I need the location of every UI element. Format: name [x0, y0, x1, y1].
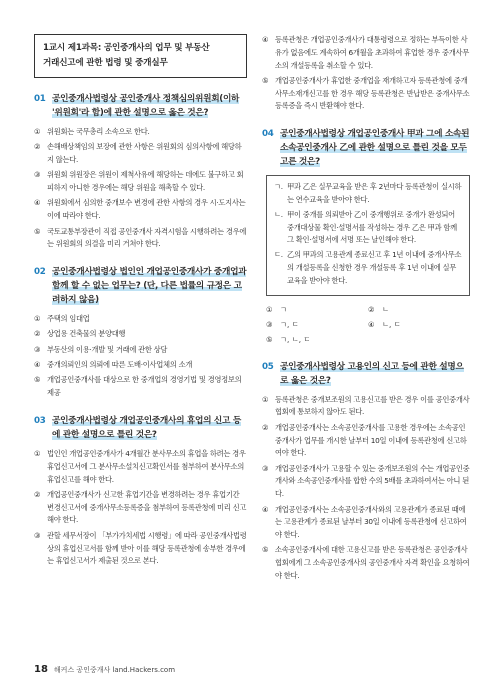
- option-2[interactable]: ② ㄴ: [368, 304, 390, 314]
- option-3[interactable]: ③ 개업공인중개사가 고용할 수 있는 중개보조원의 수는 개업공인중개사와 소속공인중개사를 합한 수의 5배를 초과하여서는 아니 된다.: [262, 463, 470, 499]
- option-4[interactable]: ④ 위원회에서 심의한 중개보수 변경에 관한 사항의 경우 시·도지사는 이에 따라야 한다.: [34, 198, 246, 221]
- question-03-continued: [262, 34, 470, 113]
- question-number: 01: [34, 94, 46, 104]
- option-5[interactable]: ⑤ 개업공인중개사가 휴업한 중개업을 재개하고자 등록관청에 중개사무소재개신고를 한 경우 해당 등록관청은 반납받은 중개사무소등록증을 즉시 반환해야 한다.: [262, 75, 470, 111]
- option-4[interactable]: ④ 등록관청은 개업공인중개사가 대통령령으로 정하는 부득이한 사유가 없음에도 계속하여 6개월을 초과하여 휴업한 경우 중개사무소의 개설등록을 취소할 수 있다.: [262, 35, 469, 70]
- option-5[interactable]: ⑤ 개업공인중개사를 대상으로 한 중개업의 경영기법 및 경영정보의 제공: [34, 375, 242, 398]
- option-2[interactable]: ② 개업공인중개사가 신고한 휴업기간을 변경하려는 경우 휴업기간 변경신고서에 중개사무소등록증을 첨부하여 등록관청에 미리 신고해야 한다.: [34, 489, 247, 525]
- option-1[interactable]: ① 주택의 임대업: [34, 314, 90, 324]
- question-title: 공인중개사법령상 개업공인중개사의 휴업의 신고 등에 관한 설명으로 틀린 것은?: [52, 415, 241, 440]
- option-3[interactable]: ③ 부동산의 이용·개발 및 거래에 관한 상담: [34, 344, 168, 354]
- option-4[interactable]: ④ 중개의뢰인의 의뢰에 따른 도배·이사업체의 소개: [34, 360, 193, 370]
- right-column: [262, 34, 470, 597]
- option-1[interactable]: ① ㄱ: [266, 304, 288, 314]
- option-4[interactable]: ④ 개업공인중개사는 소속공인중개사와의 고용관계가 종료된 때에는 고용관계가 종료된 날부터 30일 이내에 등록관청에 신고하여야 한다.: [262, 504, 467, 540]
- page-number: 18: [34, 664, 48, 675]
- question-number: 05: [262, 361, 274, 372]
- option-3[interactable]: ③ 관할 세무서장이 「부가가치세법 시행령」에 따라 공인중개사법령상의 휴업신고서를 함께 받아 이를 해당 등록관청에 송부한 경우에는 휴업신고서가 제출된 것으로 본다.: [34, 530, 247, 566]
- question-01: [34, 92, 247, 251]
- question-05: [262, 360, 470, 583]
- option-2[interactable]: ② 개업공인중개사는 소속공인중개사를 고용한 경우에는 소속공인중개사가 업무를 개시한 날부터 10일 이내에 등록관청에 신고하여야 한다.: [262, 422, 467, 458]
- option-2[interactable]: ② 손해배상책임의 보장에 관한 사항은 위원회의 심의사항에 해당하지 않는다.: [34, 142, 242, 165]
- question-03: [34, 414, 247, 568]
- option-5[interactable]: ⑤ 국토교통부장관이 직접 공인중개사 자격시험을 시행하려는 경우에는 위원회의 의결을 미리 거쳐야 한다.: [34, 226, 247, 249]
- example-item: ㄴ. 甲이 중개를 의뢰받아 乙이 중개행위로 중개가 완성되어 중개대상물 확인·설명서를 작성하는 경우 乙은 甲과 함께 그 확인·설명서에 서명 또는 날인해야 한다.: [274, 209, 457, 245]
- option-1[interactable]: ① 위원회는 국무총리 소속으로 한다.: [34, 127, 150, 136]
- option-5[interactable]: ⑤ 소속공인중개사에 대한 고용신고를 받은 등록관청은 공인중개사협회에게 그 소속공인중개사의 공인중개사 자격 확인을 요청하여야 한다.: [262, 545, 470, 581]
- question-title: 공인중개사법령상 공인중개사 정책심의위원회(이하 '위원회'라 함)에 관한 설명으로 옳은 것은?: [52, 94, 240, 118]
- option-3[interactable]: ③ ㄱ, ㄷ: [266, 319, 299, 329]
- question-04: [262, 127, 470, 295]
- question-title: 공인중개사법령상 개업공인중개사 甲과 그에 소속된 소속공인중개사 乙에 관한 설명으로 틀린 것을 모두 고른 것은?: [280, 129, 470, 168]
- option-1[interactable]: ① 법인인 개업공인중개사가 4개월간 분사무소의 휴업을 하려는 경우 휴업신고서에 그 분사무소설치신고확인서를 첨부하여 분사무소의 휴업신고를 해야 한다.: [34, 448, 246, 484]
- answer-choices: [266, 304, 470, 346]
- option-2[interactable]: ② 상업용 건축물의 분양대행: [34, 329, 126, 339]
- footer-text: 해커스 공인중개사 land.Hackers.com: [53, 665, 176, 674]
- question-number: 04: [262, 129, 274, 140]
- subject-header: [34, 34, 247, 78]
- option-5[interactable]: ⑤ ㄱ, ㄴ, ㄷ: [266, 334, 311, 344]
- subject-header-line2: 거래신고에 관한 법령 및 중개실무: [43, 58, 168, 68]
- question-number: 03: [34, 415, 46, 426]
- example-item: ㄱ. 甲과 乙은 실무교육을 받은 후 2년마다 등록관청이 실시하는 연수교육을 받아야 한다.: [274, 182, 462, 205]
- option-4[interactable]: ④ ㄴ, ㄷ: [368, 319, 401, 329]
- page-footer: [34, 664, 175, 675]
- question-title: 공인중개사법령상 고용인의 신고 등에 관한 설명으로 옳은 것은?: [280, 361, 464, 386]
- question-02: [34, 265, 247, 400]
- subject-header-line1: 1교시 제1과목: 공인중개사의 업무 및 부동산: [43, 43, 210, 53]
- option-3[interactable]: ③ 위원회 위원장은 위원이 제척사유에 해당하는 데에도 불구하고 회피하지 아니한 경우에는 해당 위원을 해촉할 수 있다.: [34, 170, 244, 193]
- example-box: [266, 175, 470, 295]
- question-number: 02: [34, 267, 46, 278]
- left-column: [34, 34, 247, 582]
- question-title: 공인중개사법령상 법인인 개업공인중개사가 중개업과 함께 할 수 없는 업무는? (단, 다른 법률의 규정은 고려하지 않음): [52, 267, 247, 306]
- example-item: ㄷ. 乙의 甲과의 고용관계 종료신고 후 1년 이내에 중개사무소의 개설등록을 신청한 경우 개설등록 후 1년 이내에 실무교육을 받아야 한다.: [274, 250, 462, 285]
- option-1[interactable]: ① 등록관청은 중개보조원의 고용신고를 받은 경우 이를 공인중개사협회에 통보하지 않아도 된다.: [262, 394, 470, 417]
